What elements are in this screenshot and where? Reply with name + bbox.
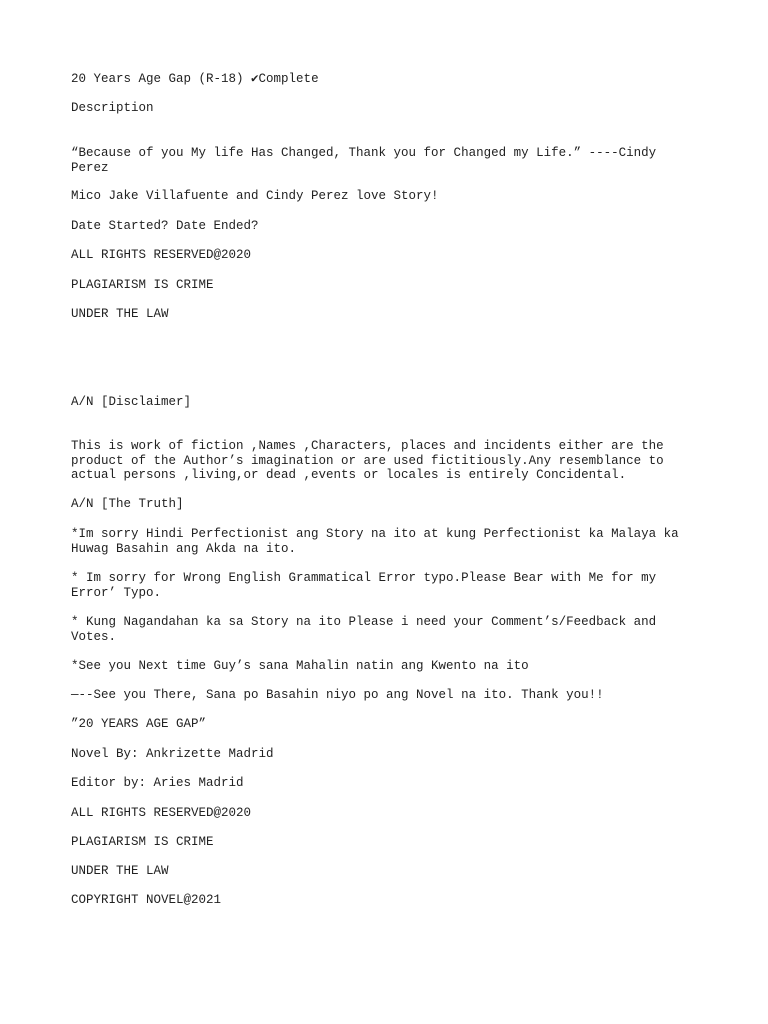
rights-reserved-line: ALL RIGHTS RESERVED@2020: [71, 248, 252, 262]
plagiarism-line-2: PLAGIARISM IS CRIME: [71, 835, 214, 849]
plagiarism-line: PLAGIARISM IS CRIME: [71, 278, 214, 292]
under-the-law-line-2: UNDER THE LAW: [71, 864, 169, 878]
under-the-law-line: UNDER THE LAW: [71, 307, 169, 321]
copyright-line: COPYRIGHT NOVEL@2021: [71, 893, 222, 907]
disclaimer-paragraph: This is work of fiction ,Names ,Characters, places and incidents either are the product of the Author’s imagination or are used fictitiously.Any resemblance to actual persons ,living,or dead ,events or locales is entirely Concidental.: [71, 439, 672, 482]
dates-line: Date Started? Date Ended?: [71, 219, 259, 233]
novel-by-line: Novel By: Ankrizette Madrid: [71, 747, 274, 761]
novel-title-line: ”20 YEARS AGE GAP”: [71, 717, 207, 731]
editor-by-line: Editor by: Aries Madrid: [71, 776, 244, 790]
see-you-line: —--See you There, Sana po Basahin niyo po ang Novel na ito. Thank you!!: [71, 688, 604, 702]
document-title: 20 Years Age Gap (R-18) ✔Complete: [71, 72, 319, 86]
quote-paragraph: “Because of you My life Has Changed, Thank you for Changed my Life.” ----Cindy Perez: [71, 146, 664, 175]
rights-reserved-line-2: ALL RIGHTS RESERVED@2020: [71, 806, 252, 820]
description-heading: Description: [71, 101, 154, 115]
truth-note-3: * Kung Nagandahan ka sa Story na ito Please i need your Comment’s/Feedback and Votes.: [71, 615, 664, 644]
truth-note-1: *Im sorry Hindi Perfectionist ang Story na ito at kung Perfectionist ka Malaya ka Huwag Basahin ang Akda na ito.: [71, 527, 687, 556]
truth-note-2: * Im sorry for Wrong English Grammatical Error typo.Please Bear with Me for my Error’ Typo.: [71, 571, 664, 600]
disclaimer-heading: A/N [Disclaimer]: [71, 395, 192, 409]
truth-heading: A/N [The Truth]: [71, 497, 184, 511]
truth-note-4: *See you Next time Guy’s sana Mahalin natin ang Kwento na ito: [71, 659, 529, 673]
love-story-line: Mico Jake Villafuente and Cindy Perez love Story!: [71, 189, 439, 203]
